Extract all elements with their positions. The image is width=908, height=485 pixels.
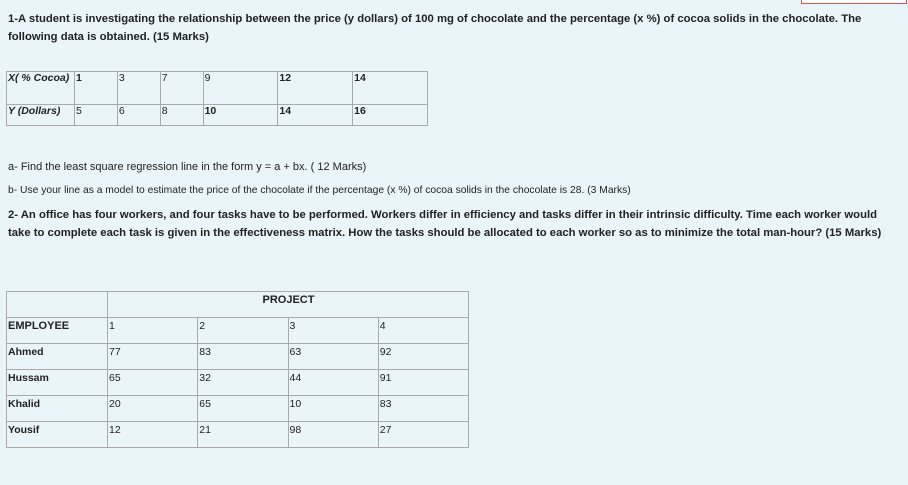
x-value: 9 [203,72,278,105]
y-label: Y (Dollars) [7,105,75,126]
project-number: 3 [288,318,378,344]
project-number: 1 [108,318,198,344]
project-number: 2 [198,318,288,344]
question-1-part-a: a- Find the least square regression line in the form y = a + bx. ( 12 Marks) [8,161,367,173]
time-value: 44 [288,370,378,396]
time-value: 63 [288,344,378,370]
time-value: 21 [198,422,288,448]
time-value: 12 [108,422,198,448]
table-row [7,105,428,126]
effectiveness-matrix-table [6,291,469,448]
time-value: 65 [108,370,198,396]
table-row [7,422,469,448]
table-row [7,292,469,318]
cocoa-price-table [6,71,428,126]
x-value: 3 [117,72,160,105]
y-value: 16 [353,105,428,126]
time-value: 98 [288,422,378,448]
time-value: 83 [198,344,288,370]
project-number: 4 [378,318,468,344]
x-value: 14 [353,72,428,105]
time-value: 10 [288,396,378,422]
question-1-part-b: b- Use your line as a model to estimate the price of the chocolate if the percentage (x %) of cocoa solids in the chocolate is 28. (3 Marks) [8,185,631,196]
question-1-heading: 1-A student is investigating the relationship between the price (y dollars) of 100 mg of chocolate and the percentage (x %) of cocoa solids in the chocolate. The following data is obtained. (15 Marks) [8,13,862,43]
time-value: 77 [108,344,198,370]
time-value: 91 [378,370,468,396]
x-value: 7 [160,72,203,105]
time-value: 20 [108,396,198,422]
time-value: 32 [198,370,288,396]
y-value: 10 [203,105,278,126]
time-value: 27 [378,422,468,448]
employee-header: EMPLOYEE [7,318,108,344]
x-label: X( % Cocoa) [7,72,75,105]
question-2-heading: 2- An office has four workers, and four tasks have to be performed. Workers differ in efficiency and tasks differ in their intrinsic difficulty. Time each worker would take to complete each task is given in the effectiveness matrix. How the tasks should be allocated to each worker so as to minimize the total man-hour? (15 Marks) [8,209,882,239]
time-value: 83 [378,396,468,422]
time-value: 92 [378,344,468,370]
table-row [7,344,469,370]
table-row [7,370,469,396]
project-header: PROJECT [108,292,469,318]
employee-name: Khalid [7,396,108,422]
employee-name: Yousif [7,422,108,448]
y-value: 6 [117,105,160,126]
employee-name: Hussam [7,370,108,396]
x-value: 12 [278,72,353,105]
time-value: 65 [198,396,288,422]
table-row [7,318,469,344]
corner-input-box[interactable] [801,0,907,4]
y-value: 5 [75,105,118,126]
y-value: 14 [278,105,353,126]
employee-name: Ahmed [7,344,108,370]
empty-cell [7,292,108,318]
x-value: 1 [75,72,118,105]
y-value: 8 [160,105,203,126]
table-row [7,72,428,105]
table-row [7,396,469,422]
